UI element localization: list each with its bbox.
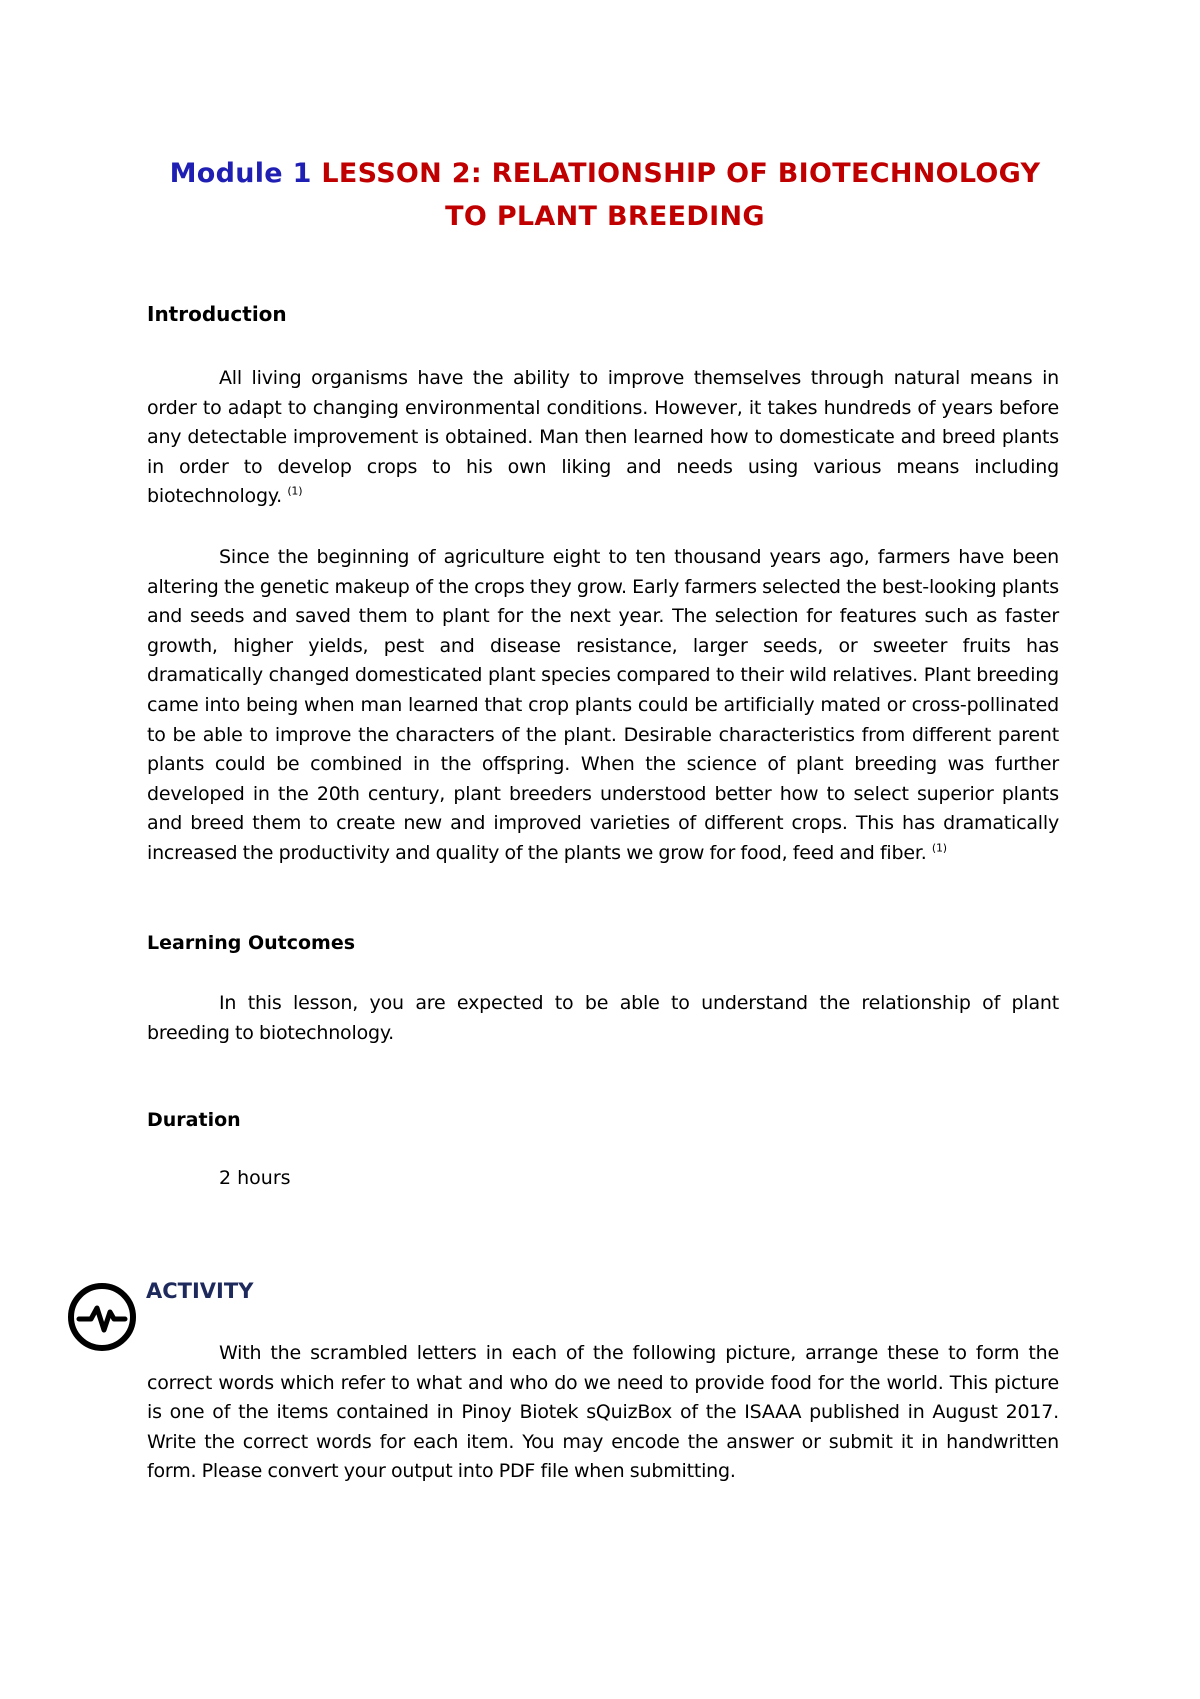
- lesson-title: [146, 152, 1064, 238]
- activity-paragraph: With the scrambled letters in each of the following picture, arrange these to form the correct words which refer to what and who do we need to provide food for the world. This picture is one of the items contained in Pinoy Biotek sQuizBox of the ISAAA published in August 2017. Write the correct words for each item. You may encode the answer or submit it in handwritten form. Please convert your output into PDF file when submitting.: [147, 1342, 1059, 1483]
- introduction-heading: Introduction: [147, 302, 287, 326]
- introduction-paragraph-2: [147, 543, 1059, 869]
- lesson-title-line2: TO PLANT BREEDING: [445, 201, 765, 232]
- citation-ref: (1): [287, 485, 303, 499]
- duration-value: 2 hours: [219, 1167, 291, 1189]
- introduction-paragraph-1: [147, 364, 1059, 512]
- citation-ref: (1): [931, 841, 947, 855]
- learning-outcomes-heading: Learning Outcomes: [147, 932, 356, 954]
- module-label: Module 1: [169, 158, 312, 189]
- pulse-icon: [67, 1282, 137, 1352]
- lesson-title-line1: LESSON 2: RELATIONSHIP OF BIOTECHNOLOGY: [321, 158, 1041, 189]
- introduction-paragraph-2-text: Since the beginning of agriculture eight to ten thousand years ago, farmers have been altering the genetic makeup of the crops they grow. Early farmers selected the best-looking plants and seeds and saved them to plant for the next year. The selection for features such as faster growth, higher yields, pest and disease resistance, larger seeds, or sweeter fruits has dramatically changed domesticated plant species compared to their wild relatives. Plant breeding came into being when man learned that crop plants could be artificially mated or cross-pollinated to be able to improve the characters of the plant. Desirable characteristics from different parent plants could be combined in the offspring. When the science of plant breeding was further developed in the 20th century, plant breeders understood better how to select superior plants and breed them to create new and improved varieties of different crops. This has dramatically increased the productivity and quality of the plants we grow for food, feed and fiber.: [147, 546, 1059, 864]
- introduction-paragraph-1-text: All living organisms have the ability to improve themselves through natural means in order to adapt to changing environmental conditions. However, it takes hundreds of years before any detectable improvement is obtained. Man then learned how to domesticate and breed plants in order to develop crops to his own liking and needs using various means including biotechnology.: [147, 367, 1059, 508]
- learning-outcomes-paragraph: In this lesson, you are expected to be able to understand the relationship of plant breeding to biotechnology.: [147, 992, 1059, 1044]
- duration-heading: Duration: [147, 1109, 241, 1131]
- activity-heading: ACTIVITY: [146, 1279, 254, 1303]
